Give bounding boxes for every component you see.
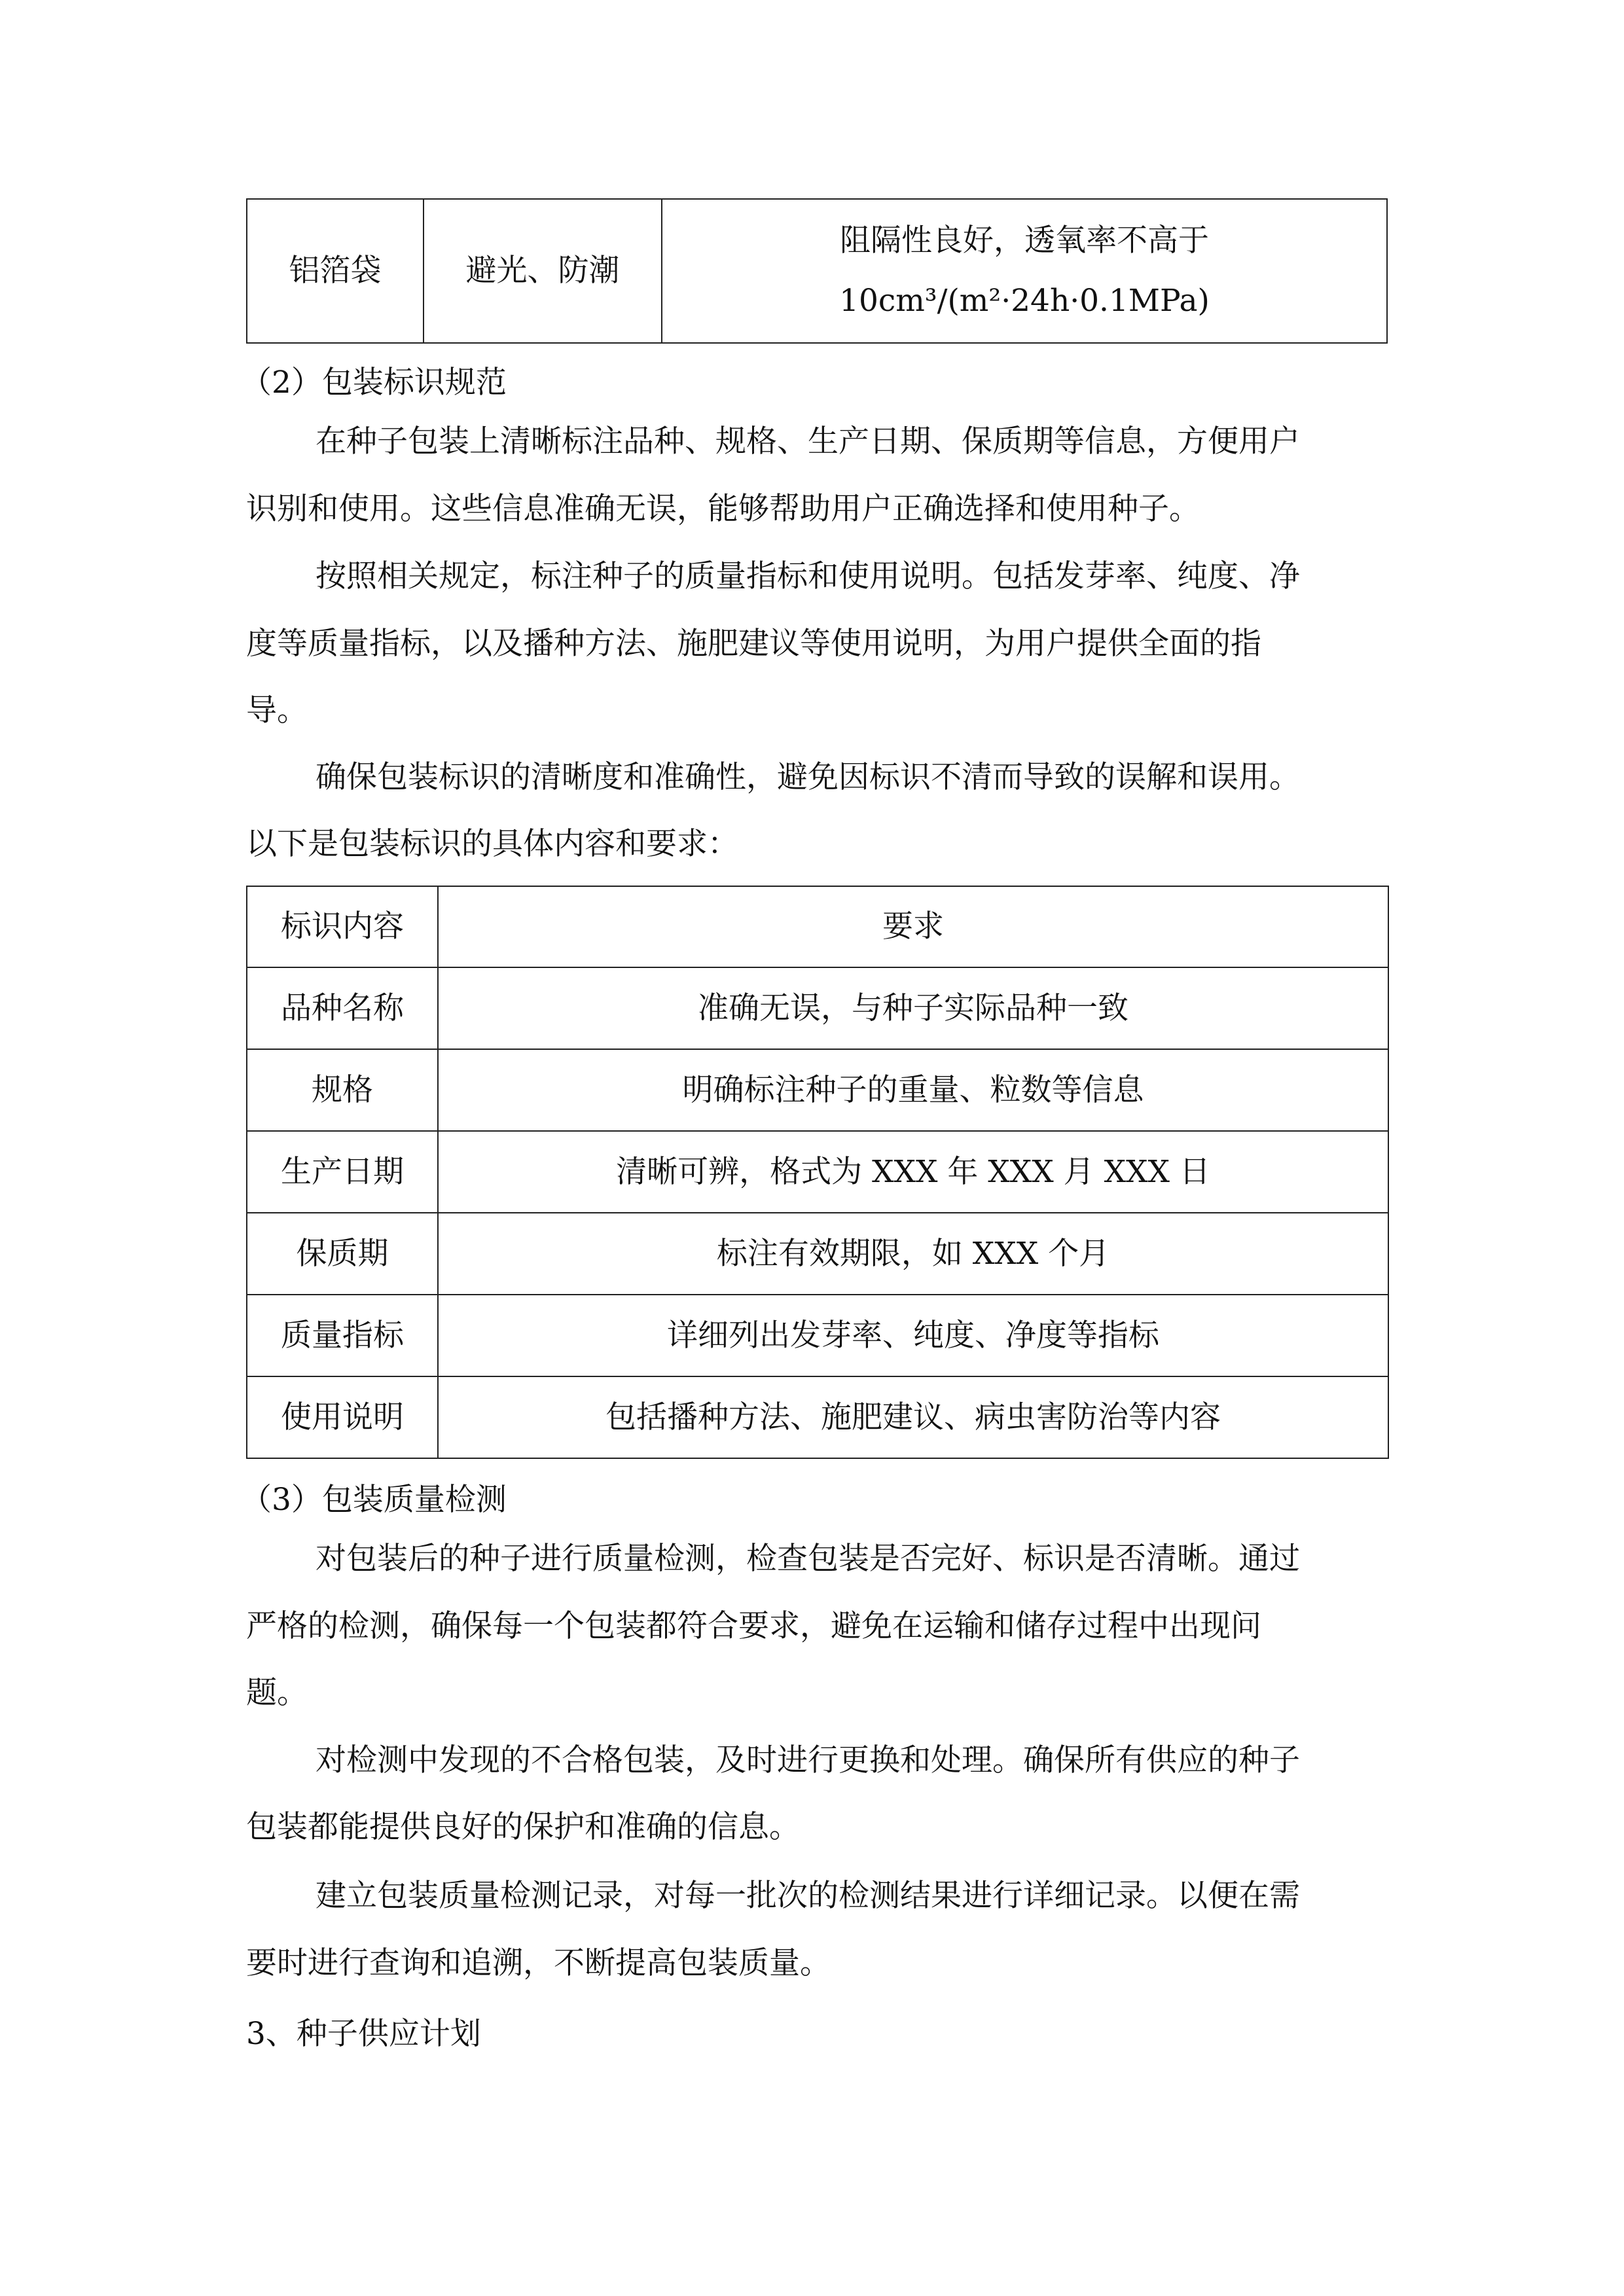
paragraph-line: 导。 — [246, 692, 308, 728]
row-item: 保质期 — [247, 1213, 438, 1295]
header-cell-item: 标识内容 — [247, 886, 438, 967]
label-requirements-table — [246, 886, 1389, 1459]
row-requirement: 准确无误，与种子实际品种一致 — [438, 967, 1388, 1049]
paragraph-line: 度等质量指标，以及播种方法、施肥建议等使用说明，为用户提供全面的指 — [246, 626, 1261, 662]
table-row — [247, 1213, 1388, 1295]
table-header-row — [247, 886, 1388, 967]
function-cell — [424, 200, 661, 342]
paragraph-line: 题。 — [246, 1675, 308, 1711]
paragraph-line: 确保包装标识的清晰度和准确性，避免因标识不清而导致的误解和误用。 — [316, 759, 1300, 795]
row-item: 规格 — [247, 1049, 438, 1131]
paragraph-line: 按照相关规定，标注种子的质量指标和使用说明。包括发芽率、纯度、净 — [316, 558, 1300, 594]
paragraph-line: 以下是包装标识的具体内容和要求： — [246, 826, 738, 862]
property-line-2: 10cm³/(m²·24h·0.1MPa) — [839, 283, 1210, 319]
row-requirement: 包括播种方法、施肥建议、病虫害防治等内容 — [438, 1376, 1388, 1458]
row-requirement: 详细列出发芽率、纯度、净度等指标 — [438, 1295, 1388, 1376]
row-requirement: 明确标注种子的重量、粒数等信息 — [438, 1049, 1388, 1131]
paragraph-line: 识别和使用。这些信息准确无误，能够帮助用户正确选择和使用种子。 — [246, 491, 1200, 527]
row-item: 使用说明 — [247, 1376, 438, 1458]
property-line-1: 阻隔性良好，透氧率不高于 — [840, 223, 1209, 259]
paragraph-line: 要时进行查询和追溯，不断提高包装质量。 — [246, 1945, 831, 1981]
paragraph-line: 对检测中发现的不合格包装，及时进行更换和处理。确保所有供应的种子 — [316, 1742, 1300, 1778]
table-row — [247, 1049, 1388, 1131]
header-cell-requirement: 要求 — [438, 886, 1388, 967]
row-item: 生产日期 — [247, 1131, 438, 1213]
section-heading: （2）包装标识规范 — [241, 365, 507, 401]
row-item: 质量指标 — [247, 1295, 438, 1376]
paragraph-line: 包装都能提供良好的保护和准确的信息。 — [246, 1809, 800, 1845]
property-cell — [662, 200, 1386, 342]
paragraph-line: 严格的检测，确保每一个包装都符合要求，避免在运输和储存过程中出现问 — [246, 1608, 1261, 1644]
table-row — [247, 1131, 1388, 1213]
paragraph-line: 在种子包装上清晰标注品种、规格、生产日期、保质期等信息，方便用户 — [316, 423, 1300, 459]
material-cell — [247, 200, 423, 342]
table-row — [247, 1295, 1388, 1376]
table-row — [247, 967, 1388, 1049]
row-item: 品种名称 — [247, 967, 438, 1049]
paragraph-line: 对包装后的种子进行质量检测，检查包装是否完好、标识是否清晰。通过 — [316, 1541, 1300, 1577]
table-row — [247, 1376, 1388, 1458]
material-function: 避光、防潮 — [465, 253, 620, 289]
row-requirement: 标注有效期限，如 XXX 个月 — [438, 1213, 1388, 1295]
paragraph-line: 建立包装质量检测记录，对每一批次的检测结果进行详细记录。以便在需 — [316, 1878, 1300, 1914]
material-name: 铝箔袋 — [289, 253, 382, 289]
section-heading: （3）包装质量检测 — [241, 1482, 507, 1518]
section-heading: 3、种子供应计划 — [246, 2016, 481, 2052]
row-requirement: 清晰可辨，格式为 XXX 年 XXX 月 XXX 日 — [438, 1131, 1388, 1213]
